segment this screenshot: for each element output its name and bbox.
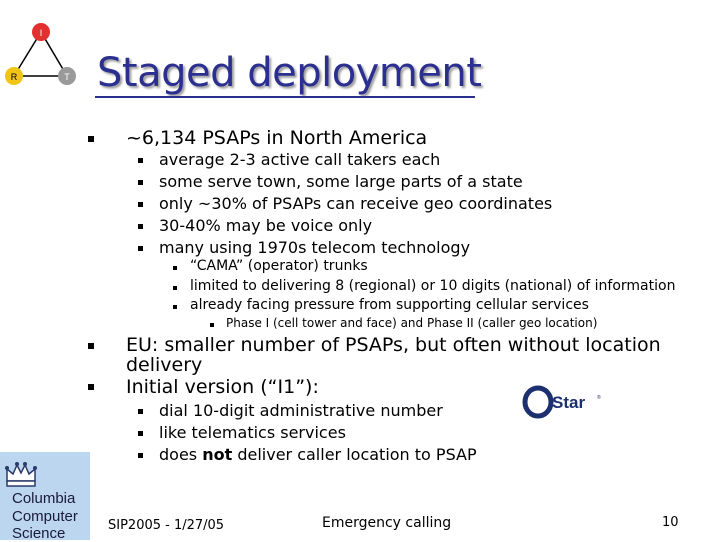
columbia-line-1: Columbia — [12, 490, 76, 507]
sub-sub-bullet: “CAMA” (operator) trunks — [190, 258, 368, 274]
crown-icon — [4, 459, 38, 489]
sub-bullet: like telematics services — [159, 423, 346, 442]
bullet-marker — [138, 180, 143, 185]
svg-text:Star: Star — [552, 393, 586, 412]
bullet-marker — [138, 224, 143, 229]
bullet-initial-version: Initial version (“I1”): — [126, 376, 319, 398]
bullet-marker — [88, 136, 94, 142]
svg-text:I: I — [39, 28, 43, 38]
bullet-marker — [138, 202, 143, 207]
sub-bullet: some serve town, some large parts of a state — [159, 172, 523, 191]
bullet-psaps-north-america: ~6,134 PSAPs in North America — [126, 127, 428, 149]
sub-bullet: only ~30% of PSAPs can receive geo coordinates — [159, 194, 553, 213]
svg-text:R: R — [10, 72, 18, 82]
bullet-marker — [138, 246, 143, 251]
slide-title: Staged deployment — [97, 50, 482, 96]
sub-sub-bullet: limited to delivering 8 (regional) or 10 digits (national) of information — [190, 278, 676, 294]
bullet-marker — [138, 158, 143, 163]
sub-sub-sub-bullet: Phase I (cell tower and face) and Phase II (caller geo location) — [226, 316, 598, 330]
columbia-line-3: Science — [12, 525, 66, 542]
svg-text:T: T — [64, 72, 70, 82]
columbia-line-2: Computer — [12, 508, 78, 525]
sub-bullet: many using 1970s telecom technology — [159, 238, 471, 257]
onstar-logo-icon — [522, 385, 602, 419]
title-underline — [95, 96, 475, 98]
sub-sub-bullet: already facing pressure from supporting cellular services — [190, 297, 589, 313]
bullet-marker — [88, 384, 94, 390]
bullet-marker — [173, 286, 177, 290]
bullet-marker — [138, 431, 143, 436]
bullet-marker — [173, 266, 177, 270]
bullet-marker — [88, 343, 94, 349]
bullet-marker — [138, 453, 143, 458]
footer-title: Emergency calling — [322, 515, 452, 531]
bullet-marker — [173, 305, 177, 309]
svg-text:®: ® — [597, 395, 601, 401]
sub-bullet: dial 10-digit administrative number — [159, 401, 443, 420]
sub-bullet: 30-40% may be voice only — [159, 216, 373, 235]
bullet-eu-psaps: EU: smaller number of PSAPs, but often without location — [126, 334, 661, 356]
sub-bullet-no-location: does not deliver caller location to PSAP — [159, 445, 477, 464]
bullet-eu-psaps-continued: delivery — [126, 354, 203, 376]
bullet-marker — [138, 409, 143, 414]
page-number: 10 — [662, 515, 679, 530]
irt-logo-icon — [0, 15, 90, 95]
sub-bullet: average 2-3 active call takers each — [159, 150, 441, 169]
footer-date: SIP2005 - 1/27/05 — [108, 518, 225, 533]
bullet-marker — [210, 323, 214, 327]
